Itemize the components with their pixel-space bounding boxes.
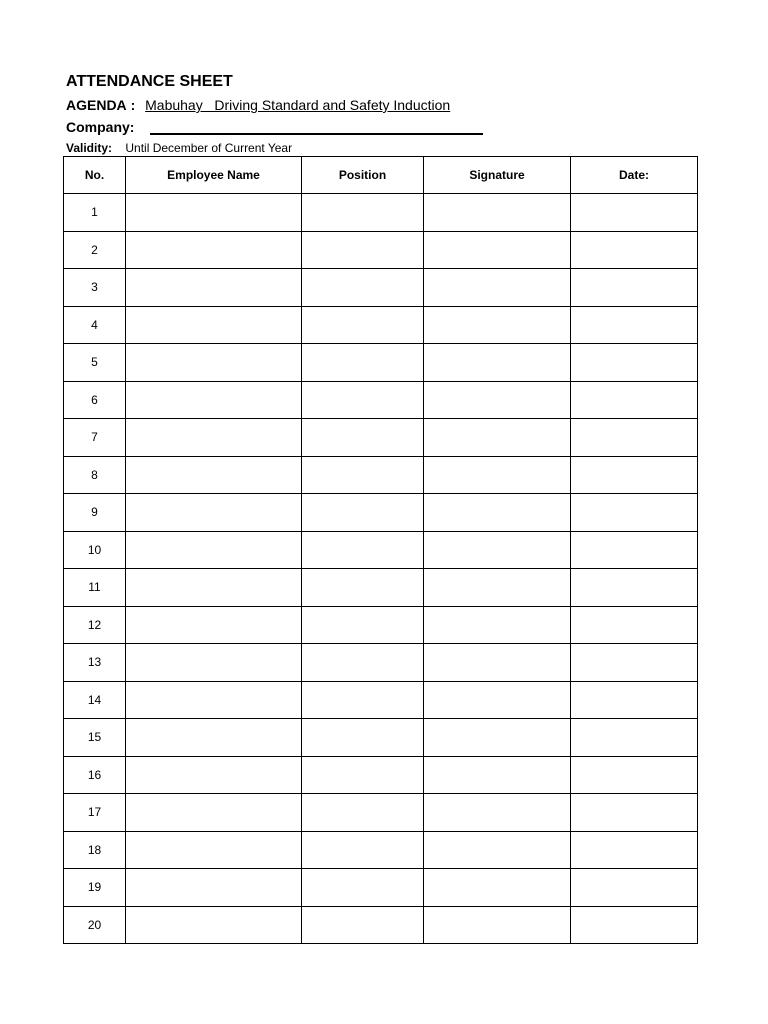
signature-cell[interactable] <box>424 906 571 944</box>
table-row <box>64 194 698 232</box>
company-line <box>66 118 483 136</box>
table-row <box>64 869 698 907</box>
row-number: 12 <box>64 606 126 644</box>
employee-name-cell[interactable] <box>126 456 302 494</box>
employee-name-cell[interactable] <box>126 869 302 907</box>
signature-cell[interactable] <box>424 681 571 719</box>
date-cell[interactable] <box>571 269 698 307</box>
signature-cell[interactable] <box>424 306 571 344</box>
position-cell[interactable] <box>302 756 424 794</box>
table-row <box>64 681 698 719</box>
signature-cell[interactable] <box>424 869 571 907</box>
employee-name-cell[interactable] <box>126 719 302 757</box>
signature-cell[interactable] <box>424 231 571 269</box>
signature-cell[interactable] <box>424 606 571 644</box>
date-cell[interactable] <box>571 869 698 907</box>
date-cell[interactable] <box>571 831 698 869</box>
signature-cell[interactable] <box>424 344 571 382</box>
row-number: 11 <box>64 569 126 607</box>
company-label: Company: <box>66 119 135 135</box>
employee-name-cell[interactable] <box>126 306 302 344</box>
employee-name-cell[interactable] <box>126 344 302 382</box>
employee-name-cell[interactable] <box>126 681 302 719</box>
position-cell[interactable] <box>302 569 424 607</box>
employee-name-cell[interactable] <box>126 606 302 644</box>
employee-name-cell[interactable] <box>126 756 302 794</box>
date-cell[interactable] <box>571 231 698 269</box>
column-header-date: Date: <box>571 157 698 194</box>
table-row <box>64 756 698 794</box>
signature-cell[interactable] <box>424 644 571 682</box>
agenda-line <box>66 96 450 114</box>
position-cell[interactable] <box>302 869 424 907</box>
date-cell[interactable] <box>571 306 698 344</box>
date-cell[interactable] <box>571 756 698 794</box>
row-number: 1 <box>64 194 126 232</box>
date-cell[interactable] <box>571 569 698 607</box>
employee-name-cell[interactable] <box>126 194 302 232</box>
row-number: 8 <box>64 456 126 494</box>
agenda-label: AGENDA <box>66 97 127 113</box>
row-number: 17 <box>64 794 126 832</box>
column-header-position: Position <box>302 157 424 194</box>
date-cell[interactable] <box>571 719 698 757</box>
table-row <box>64 306 698 344</box>
column-header-employee-name: Employee Name <box>126 157 302 194</box>
date-cell[interactable] <box>571 531 698 569</box>
agenda-separator: : <box>130 97 136 113</box>
position-cell[interactable] <box>302 531 424 569</box>
position-cell[interactable] <box>302 419 424 457</box>
table-row <box>64 794 698 832</box>
column-header-no: No. <box>64 157 126 194</box>
page-title: ATTENDANCE SHEET <box>66 73 233 90</box>
row-number: 2 <box>64 231 126 269</box>
position-cell[interactable] <box>302 306 424 344</box>
employee-name-cell[interactable] <box>126 381 302 419</box>
company-blank-line[interactable] <box>150 119 483 135</box>
signature-cell[interactable] <box>424 494 571 532</box>
signature-cell[interactable] <box>424 531 571 569</box>
position-cell[interactable] <box>302 606 424 644</box>
table-row <box>64 419 698 457</box>
table-row <box>64 906 698 944</box>
validity-value: Until December of Current Year <box>125 141 293 155</box>
signature-cell[interactable] <box>424 194 571 232</box>
employee-name-cell[interactable] <box>126 644 302 682</box>
table-row <box>64 456 698 494</box>
table-row <box>64 531 698 569</box>
date-cell[interactable] <box>571 606 698 644</box>
date-cell[interactable] <box>571 494 698 532</box>
row-number: 20 <box>64 906 126 944</box>
signature-cell[interactable] <box>424 419 571 457</box>
row-number: 18 <box>64 831 126 869</box>
employee-name-cell[interactable] <box>126 494 302 532</box>
date-cell[interactable] <box>571 344 698 382</box>
row-number: 10 <box>64 531 126 569</box>
date-cell[interactable] <box>571 419 698 457</box>
signature-cell[interactable] <box>424 456 571 494</box>
row-number: 7 <box>64 419 126 457</box>
table-row <box>64 494 698 532</box>
position-cell[interactable] <box>302 381 424 419</box>
table-row <box>64 569 698 607</box>
employee-name-cell[interactable] <box>126 906 302 944</box>
employee-name-cell[interactable] <box>126 794 302 832</box>
row-number: 16 <box>64 756 126 794</box>
employee-name-cell[interactable] <box>126 531 302 569</box>
signature-cell[interactable] <box>424 756 571 794</box>
table-header-row <box>64 157 698 194</box>
attendance-table <box>63 156 698 944</box>
position-cell[interactable] <box>302 719 424 757</box>
date-cell[interactable] <box>571 194 698 232</box>
employee-name-cell[interactable] <box>126 569 302 607</box>
table-row <box>64 644 698 682</box>
table-row <box>64 606 698 644</box>
employee-name-cell[interactable] <box>126 419 302 457</box>
row-number: 13 <box>64 644 126 682</box>
table-row <box>64 231 698 269</box>
position-cell[interactable] <box>302 794 424 832</box>
row-number: 3 <box>64 269 126 307</box>
date-cell[interactable] <box>571 456 698 494</box>
date-cell[interactable] <box>571 381 698 419</box>
signature-cell[interactable] <box>424 794 571 832</box>
position-cell[interactable] <box>302 494 424 532</box>
employee-name-cell[interactable] <box>126 231 302 269</box>
date-cell[interactable] <box>571 644 698 682</box>
position-cell[interactable] <box>302 231 424 269</box>
signature-cell[interactable] <box>424 831 571 869</box>
position-cell[interactable] <box>302 831 424 869</box>
row-number: 4 <box>64 306 126 344</box>
validity-label: Validity: <box>66 141 113 155</box>
validity-line <box>66 139 292 157</box>
table-row <box>64 381 698 419</box>
date-cell[interactable] <box>571 906 698 944</box>
row-number: 19 <box>64 869 126 907</box>
table-row <box>64 719 698 757</box>
position-cell[interactable] <box>302 269 424 307</box>
employee-name-cell[interactable] <box>126 269 302 307</box>
table-row <box>64 831 698 869</box>
agenda-value: Mabuhay Driving Standard and Safety Induction <box>145 97 451 113</box>
signature-cell[interactable] <box>424 719 571 757</box>
table-body <box>64 194 698 944</box>
column-header-signature: Signature <box>424 157 571 194</box>
position-cell[interactable] <box>302 906 424 944</box>
position-cell[interactable] <box>302 456 424 494</box>
table-row <box>64 344 698 382</box>
signature-cell[interactable] <box>424 381 571 419</box>
employee-name-cell[interactable] <box>126 831 302 869</box>
signature-cell[interactable] <box>424 269 571 307</box>
position-cell[interactable] <box>302 644 424 682</box>
row-number: 9 <box>64 494 126 532</box>
row-number: 5 <box>64 344 126 382</box>
table-row <box>64 269 698 307</box>
signature-cell[interactable] <box>424 569 571 607</box>
position-cell[interactable] <box>302 194 424 232</box>
row-number: 6 <box>64 381 126 419</box>
date-cell[interactable] <box>571 681 698 719</box>
date-cell[interactable] <box>571 794 698 832</box>
position-cell[interactable] <box>302 681 424 719</box>
row-number: 15 <box>64 719 126 757</box>
row-number: 14 <box>64 681 126 719</box>
position-cell[interactable] <box>302 344 424 382</box>
